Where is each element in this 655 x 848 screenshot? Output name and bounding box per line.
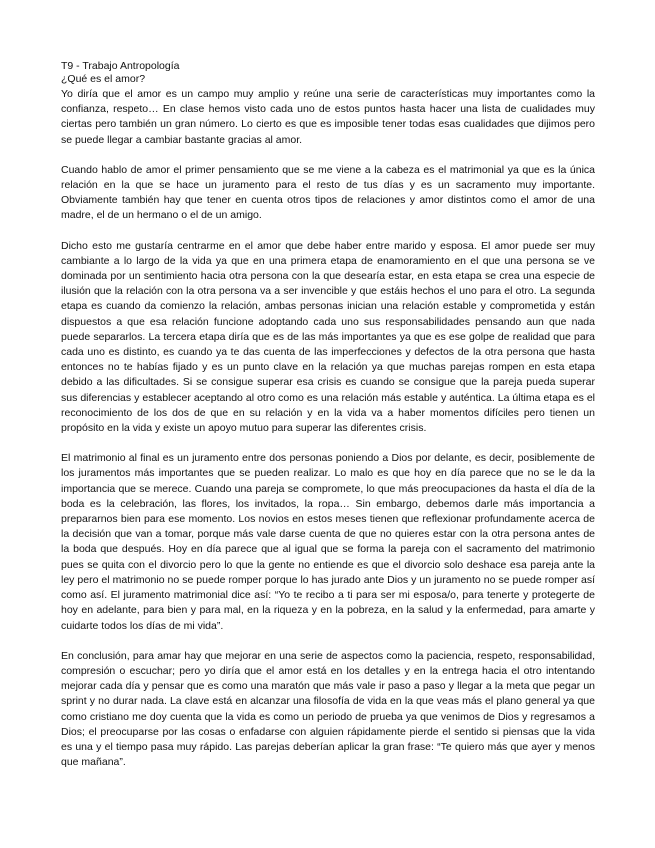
document-title: T9 - Trabajo Antropología <box>61 60 180 72</box>
paragraph-marriage-oath: El matrimonio al final es un juramento entre dos personas poniendo a Dios por delante, es decir, posiblemente de los juramentos más importantes que se pueden realizar. Lo malo es que hoy en día parece que no se le da la importancia que se merece. Cuando una pareja se compromete, lo que más preocupaciones da hasta el día de la boda es la celebración, las flores, los invitados, la ropa… Sin embargo, debemos darle más importancia a prepararnos bien para ese momento. Los novios en estos meses tienen que reflexionar profundamente acerca de la decisión que van a tomar, porque más vale darse cuenta de que no quieres estar con la otra persona antes de la boda que después. Hoy en día parece que al igual que se forma la pareja con el sacramento del matrimonio pues se quita con el divorcio pero lo que la gente no entiende es que el divorcio solo deshace esa pareja ante la ley pero el matrimonio no se puede romper porque lo has jurado ante Dios y un juramento no se puede romper así como así. El juramento matrimonial dice así: “Yo te recibo a ti para ser mi esposa/o, para tenerte y protegerte de hoy en adelante, para bien y para mal, en la riqueza y en la pobreza, en la salud y la enfermedad, para amarte y cuidarte todos los días de mi vida”. <box>61 452 595 632</box>
paragraph-matrimonial: Cuando hablo de amor el primer pensamiento que se me viene a la cabeza es el matrimonial ya que es la única relación en la que se hace un juramento para el resto de tus días y es un sacramento muy importante. Obviamente también hay que tener en cuenta otros tipos de relaciones y amor distintos como el amor de una madre, el de un hermano o el de un amigo. <box>61 163 595 222</box>
document-subtitle: ¿Qué es el amor? <box>61 73 146 85</box>
paragraph-stages: Dicho esto me gustaría centrarme en el amor que debe haber entre marido y esposa. El amor puede ser muy cambiante a lo largo de la vida ya que en una primera etapa de enamoramiento en el que una persona se ve dominada por un sentimiento hacia otra persona con la que desearía estar, en esta etapa se crea una especie de ilusión que la relación con la otra persona va a ser invencible y que estáis hechos el uno para el otro. La segunda etapa es cuando da comienzo la relación, ambas personas inician una relación estable y comprometida y están dispuestos a que esa relación funcione adoptando cada uno sus responsabilidades pensando aun que nada puede separarlos. La tercera etapa diría que es de las más importantes ya que es ese golpe de realidad que para cada uno es distinto, es cuando ya te das cuenta de las imperfecciones y defectos de la otra persona que hasta entonces no te habías fijado y es un punto clave en la relación ya que muchas parejas rompen en esta etapa debido a las dificultades. Si se consigue superar esa crisis es cuando se consigue que la pareja pueda superar sus diferencias y establecer aceptando al otro como es una relación más estable y auténtica. La última etapa es el reconocimiento de los dos de que en su relación y en la vida va a haber momentos difíciles pero tienen un propósito en la vida y existe un apoyo mutuo para superar las diferentes crisis. <box>61 239 595 435</box>
paragraph-conclusion: En conclusión, para amar hay que mejorar en una serie de aspectos como la paciencia, respeto, responsabilidad, compresión o escuchar; pero yo diría que el amor está en los detalles y en la entrega hacia el otro intentando mejorar cada día y pensar que es como una maratón que más vale ir paso a paso y llegar a la meta que pegar un sprint y no durar nada. La clave está en alcanzar una filosofía de vida en la que veas más el plano general ya que como cristiano me doy cuenta que la vida es como un periodo de prueba ya que venimos de Dios y regresamos a Dios; el preocuparse por las cosas o enfadarse con alguien rápidamente pierde el sentido si piensas que la vida es una y el tiempo pasa muy rápido. Las parejas deberían aplicar la gran frase: “Te quiero más que ayer y menos que mañana”. <box>61 649 595 769</box>
paragraph-intro: Yo diría que el amor es un campo muy amplio y reúne una serie de características muy importantes como la confianza, respeto… En clase hemos visto cada uno de estos puntos hasta hacer una lista de cualidades muy ciertas pero también un gran número. Lo cierto es que es imposible tener todas esas cualidades que dijimos pero se puede llegar a cambiar bastante gracias al amor. <box>61 88 595 146</box>
